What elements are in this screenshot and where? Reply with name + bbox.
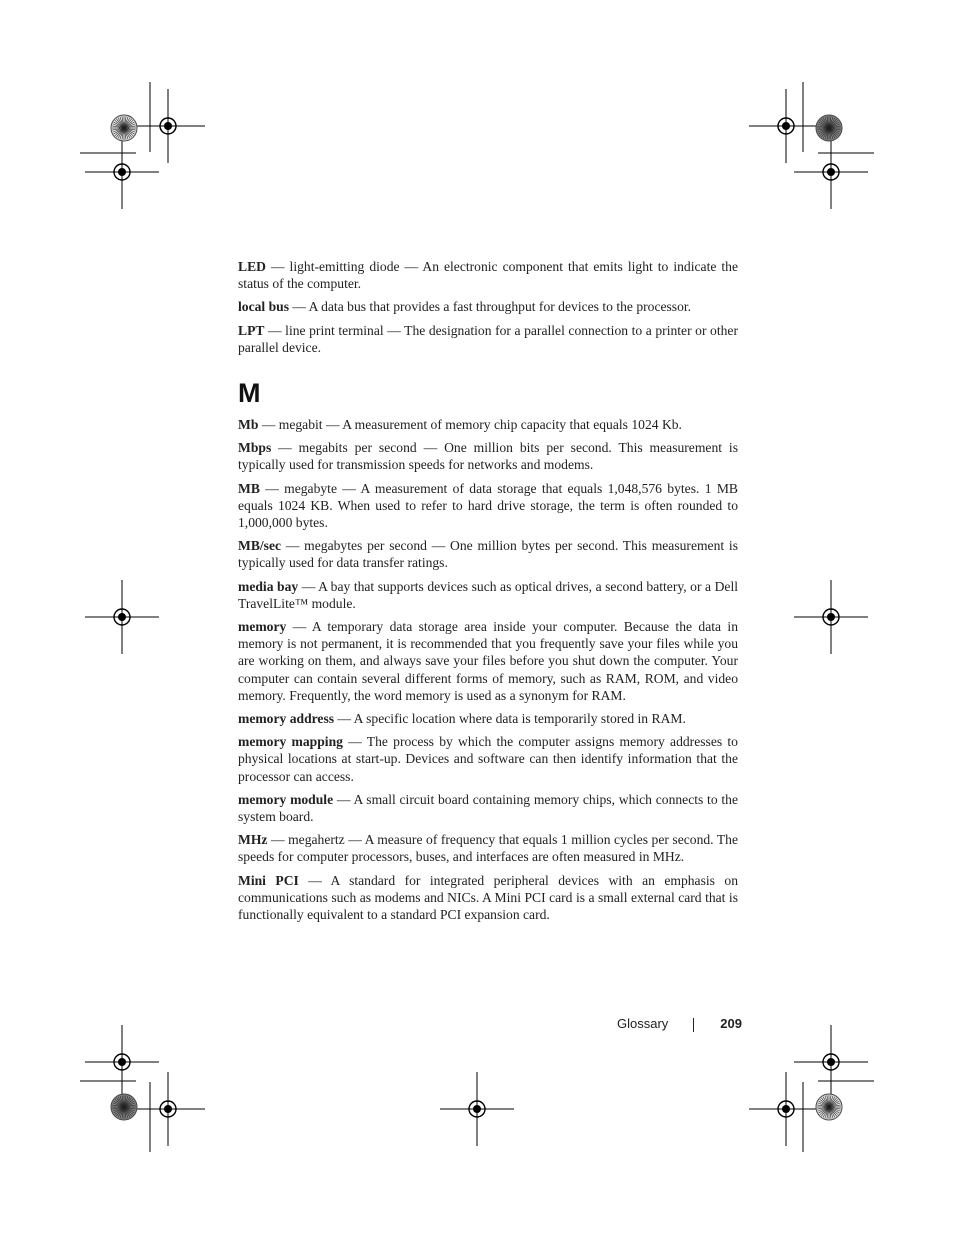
glossary-definition: — light-emitting diode — An electronic component that emits light to indicate the status of the computer. <box>238 259 738 292</box>
glossary-term: Mini PCI <box>238 872 299 888</box>
calibration-starburst-icon <box>816 115 842 141</box>
calibration-starburst-icon <box>111 115 137 141</box>
section-heading-m: M <box>238 378 261 409</box>
glossary-entry <box>238 439 738 473</box>
glossary-definition: — megabyte — A measurement of data storage that equals 1,048,576 bytes. 1 MB equals 1024 KB. When used to refer to hard drive storage, the term is often rounded to 1,000,000 bytes. <box>238 480 738 531</box>
glossary-term: Mb <box>238 417 259 433</box>
glossary-term: memory module <box>238 791 334 807</box>
glossary-l-entries <box>238 258 738 356</box>
glossary-term: memory <box>238 619 287 635</box>
glossary-term: LPT <box>238 322 265 338</box>
footer-section-label: Glossary <box>617 1016 669 1031</box>
registration-mark-icon <box>131 89 205 163</box>
glossary-term: local bus <box>238 299 289 315</box>
glossary-entry <box>238 480 738 532</box>
registration-mark-icon <box>749 89 823 163</box>
glossary-definition: — megabit — A measurement of memory chip capacity that equals 1024 Kb. <box>258 417 682 433</box>
glossary-term: media bay <box>238 578 299 594</box>
calibration-starburst-icon <box>816 1094 842 1120</box>
glossary-term: memory address <box>238 711 335 727</box>
registration-mark-icon <box>749 1072 823 1146</box>
glossary-definition: — A bay that supports devices such as optical drives, a second battery, or a Dell TravelLite™ module. <box>238 578 738 611</box>
glossary-term: Mbps <box>238 440 272 456</box>
glossary-definition: — megabits per second — One million bits per second. This measurement is typically used for transmission speeds for networks and modems. <box>238 440 738 473</box>
glossary-entry <box>238 791 738 825</box>
glossary-entry <box>238 322 738 356</box>
registration-mark-icon <box>131 1072 205 1146</box>
glossary-definition: — The process by which the computer assigns memory addresses to physical locations at start-up. Devices and software can then identify information that the processor can access. <box>238 734 738 784</box>
glossary-entry <box>238 710 738 727</box>
glossary-entry <box>238 416 738 433</box>
registration-mark-icon <box>440 1072 514 1146</box>
calibration-starburst-icon <box>111 1094 137 1120</box>
glossary-entry <box>238 733 738 785</box>
glossary-definition: — line print terminal — The designation for a parallel connection to a printer or other parallel device. <box>238 322 738 355</box>
glossary-entry <box>238 872 738 924</box>
glossary-entry <box>238 831 738 865</box>
glossary-definition: — A standard for integrated peripheral devices with an emphasis on communications such as modems and NICs. A Mini PCI card is a small external card that is functionally equivalent to a standard PCI expansion card. <box>238 872 738 923</box>
glossary-entry <box>238 537 738 571</box>
glossary-term: LED <box>238 259 266 274</box>
footer-divider <box>693 1018 694 1032</box>
registration-mark-icon <box>794 135 868 209</box>
glossary-entry <box>238 298 738 315</box>
registration-mark-icon <box>85 580 159 654</box>
page-number: 209 <box>720 1016 742 1031</box>
glossary-term: MHz <box>238 832 268 848</box>
glossary-entry <box>238 578 738 612</box>
glossary-definition: — A temporary data storage area inside your computer. Because the data in memory is not permanent, it is recommended that you frequently save your files while you are working on them, and always save your files before you shut down the computer. Your computer can contain several different forms of memory, such as RAM, ROM, and video memory. Frequently, the word memory is used as a synonym for RAM. <box>238 619 738 703</box>
glossary-content <box>238 258 738 929</box>
glossary-entry <box>238 618 738 704</box>
glossary-term: memory mapping <box>238 734 343 750</box>
glossary-entry <box>238 258 738 292</box>
registration-mark-icon <box>794 580 868 654</box>
page-footer <box>560 1014 742 1036</box>
glossary-m-entries <box>238 416 738 923</box>
glossary-definition: — A data bus that provides a fast throughput for devices to the processor. <box>289 299 692 315</box>
registration-mark-icon <box>85 1025 159 1099</box>
glossary-definition: — megahertz — A measure of frequency that equals 1 million cycles per second. The speeds for computer processors, buses, and interfaces are often measured in MHz. <box>238 832 738 865</box>
registration-mark-icon <box>85 135 159 209</box>
glossary-term: MB/sec <box>238 538 282 554</box>
registration-mark-icon <box>794 1025 868 1099</box>
glossary-definition: — megabytes per second — One million bytes per second. This measurement is typically used for data transfer ratings. <box>238 538 738 571</box>
glossary-definition: — A specific location where data is temporarily stored in RAM. <box>334 711 686 727</box>
glossary-definition: — A small circuit board containing memory chips, which connects to the system board. <box>238 791 738 825</box>
glossary-term: MB <box>238 480 260 496</box>
